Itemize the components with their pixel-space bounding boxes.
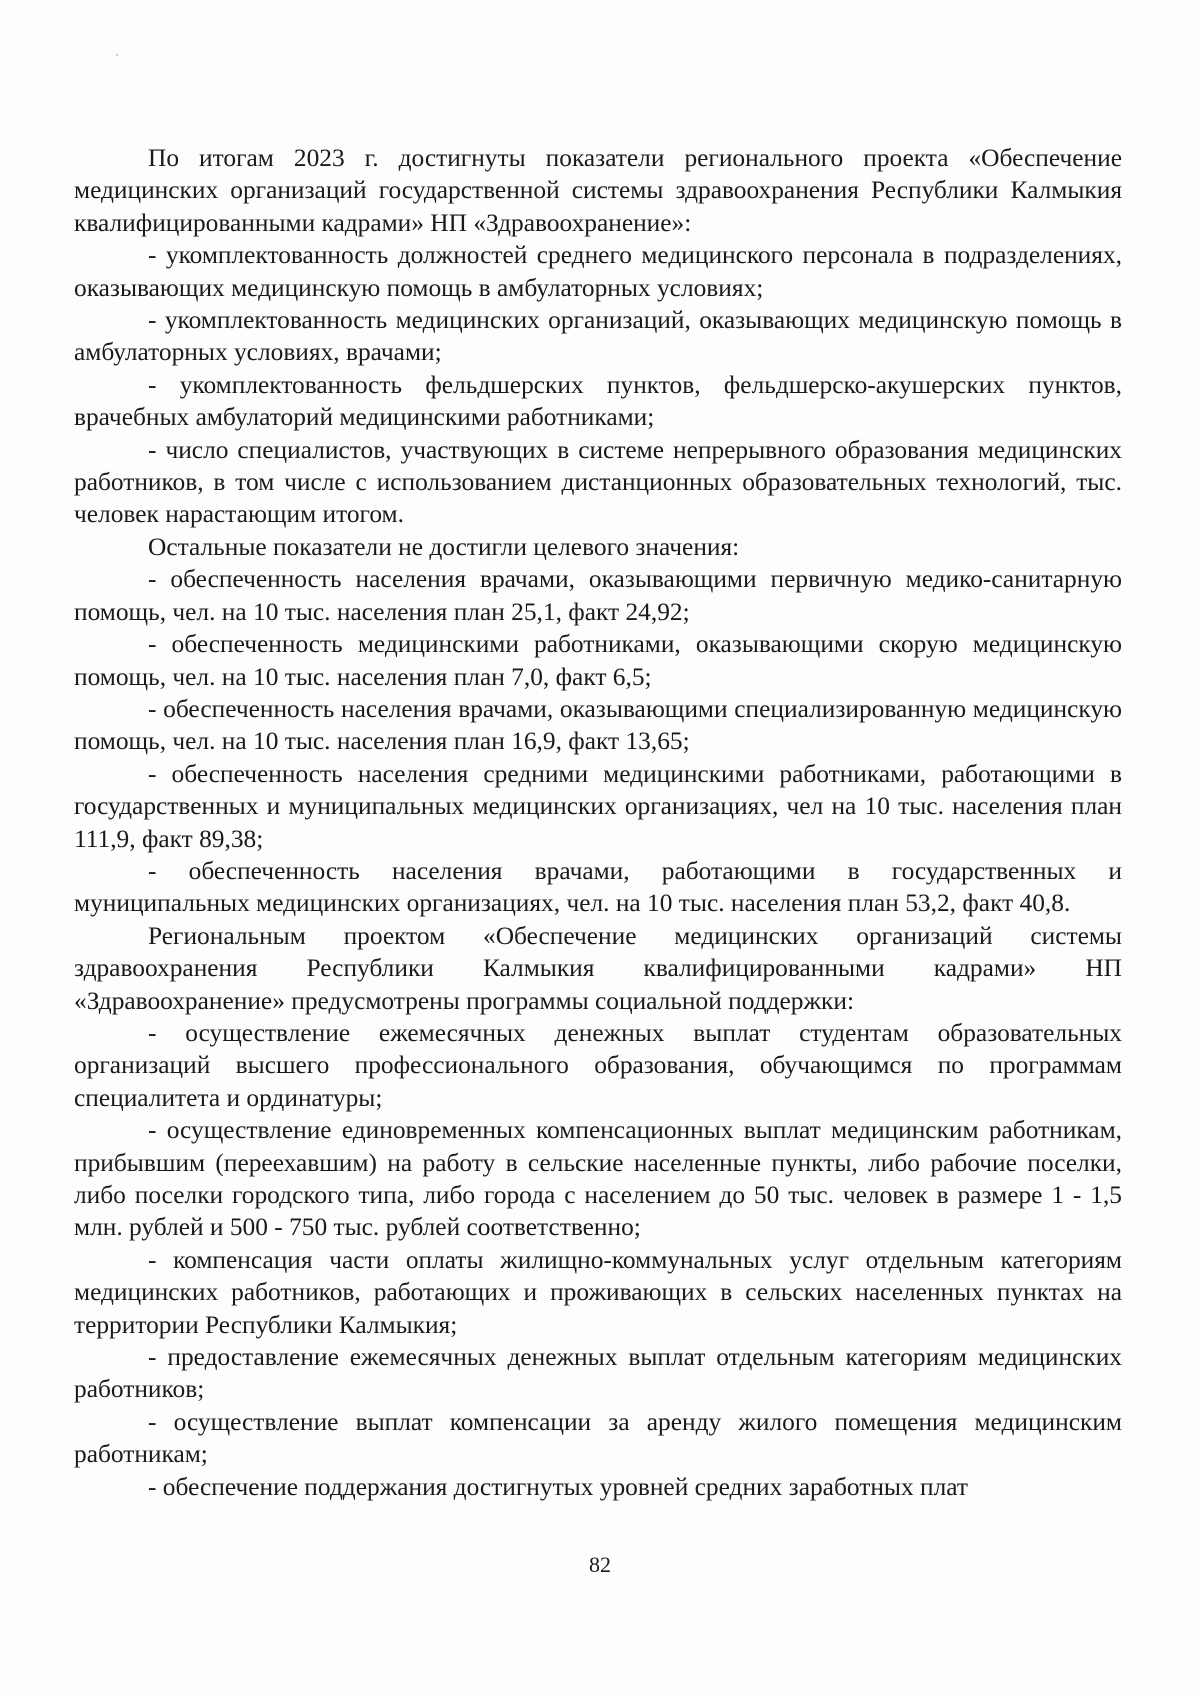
list-item: - обеспеченность населения врачами, оказывающими специализированную медицинскую помощь, чел. на 10 тыс. населения план 16,9, факт 13,65; <box>74 694 1122 756</box>
list-item: - укомплектованность должностей среднего медицинского персонала в подразделениях, оказывающих медицинскую помощь в амбулаторных условиях; <box>74 241 1122 302</box>
list-item: - обеспеченность населения средними медицинскими работниками, работающими в государственных и муниципальных медицинских организациях, чел на 10 тыс. населения план 111,9, факт 89,38; <box>74 759 1122 853</box>
list-item: - обеспечение поддержания достигнутых уровней средних заработных плат <box>148 1472 968 1501</box>
list-item: - число специалистов, участвующих в системе непрерывного образования медицинских работников, в том числе с использованием дистанционных образовательных технологий, тыс. человек нарастающим итогом. <box>74 435 1122 529</box>
list-item: - предоставление ежемесячных денежных выплат отдельным категориям медицинских работников; <box>74 1343 1122 1404</box>
list-item: - осуществление единовременных компенсационных выплат медицинским работникам, прибывшим (переехавшим) на работу в сельские населенные пункты, либо рабочие поселки, либо поселки городского типа, либо города с населением до 50 тыс. человек в размере 1 - 1,5 млн. рублей и 500 - 750 тыс. рублей соответственно; <box>74 1116 1122 1242</box>
list-item: - обеспеченность населения врачами, работающими в государственных и муниципальных медицинских организациях, чел. на 10 тыс. населения план 53,2, факт 40,8. <box>74 856 1122 918</box>
paragraph-not-achieved: Остальные показатели не достигли целевого значения: <box>148 532 740 561</box>
paragraph-social-support: Региональным проектом «Обеспечение медицинских организаций системы здравоохранения Республики Калмыкия квалифицированными кадрами» НП «Здравоохранение» предусмотрены программы социальной поддержки: <box>74 921 1122 1015</box>
list-item: - осуществление выплат компенсации за аренду жилого помещения медицинским работникам; <box>74 1407 1122 1469</box>
list-item: - осуществление ежемесячных денежных выплат студентам образовательных организаций высшего профессионального образования, обучающимся по программам специалитета и ординатуры; <box>74 1018 1122 1112</box>
list-item: - обеспеченность населения врачами, оказывающими первичную медико-санитарную помощь, чел. на 10 тыс. населения план 25,1, факт 24,92; <box>74 565 1122 626</box>
list-item: - укомплектованность медицинских организаций, оказывающих медицинскую помощь в амбулаторных условиях, врачами; <box>74 306 1122 367</box>
list-item: - компенсация части оплаты жилищно-коммунальных услуг отдельным категориям медицинских работников, работающих и проживающих в сельских населенных пунктах на территории Республики Калмыкия; <box>74 1245 1122 1339</box>
body-text <box>74 142 1122 1503</box>
page-number: 82 <box>589 1552 611 1577</box>
list-item: - укомплектованность фельдшерских пунктов, фельдшерско-акушерских пунктов, врачебных амбулаторий медицинскими работниками; <box>74 370 1122 432</box>
paragraph-intro: По итогам 2023 г. достигнуты показатели регионального проекта «Обеспечение медицинских организаций государственной системы здравоохранения Республики Калмыкия квалифицированными кадрами» НП «Здравоохранение»: <box>74 144 1122 237</box>
list-item: - обеспеченность медицинскими работниками, оказывающими скорую медицинскую помощь, чел. на 10 тыс. населения план 7,0, факт 6,5; <box>74 630 1122 691</box>
scan-speck <box>116 54 118 56</box>
